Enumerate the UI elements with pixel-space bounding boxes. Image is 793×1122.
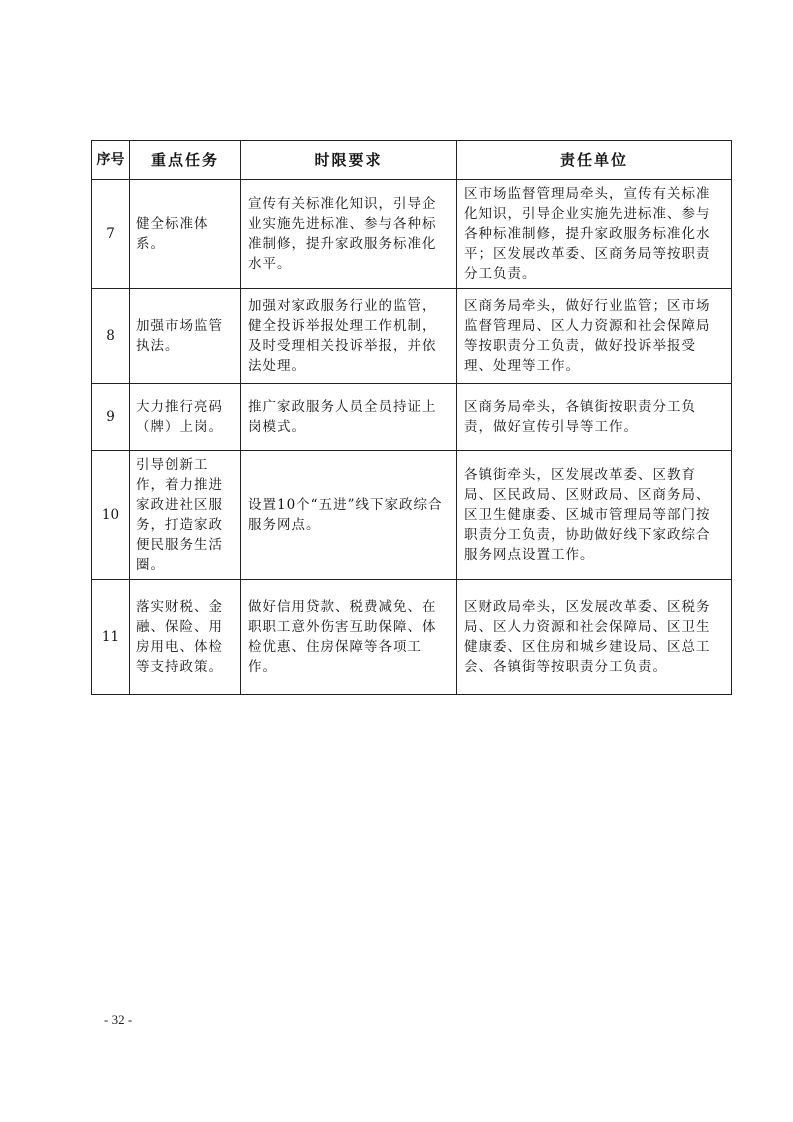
row-responsible: 区商务局牵头，各镇街按职责分工负责，做好宣传引导等工作。 bbox=[457, 384, 732, 451]
header-no: 序号 bbox=[92, 141, 130, 180]
table-row bbox=[92, 580, 732, 695]
row-task: 引导创新工作，着力推进家政进社区服务，打造家政便民服务生活圈。 bbox=[130, 451, 241, 580]
row-no: 8 bbox=[92, 289, 130, 384]
header-requirement: 时限要求 bbox=[241, 141, 457, 180]
row-task: 健全标准体系。 bbox=[130, 180, 241, 289]
row-responsible: 区财政局牵头，区发展改革委、区税务局、区人力资源和社会保障局、区卫生健康委、区住房和城乡建设局、区总工会、各镇街等按职责分工负责。 bbox=[457, 580, 732, 695]
row-requirement: 宣传有关标准化知识，引导企业实施先进标准、参与各种标准制修，提升家政服务标准化水平。 bbox=[241, 180, 457, 289]
row-requirement: 推广家政服务人员全员持证上岗模式。 bbox=[241, 384, 457, 451]
row-task: 大力推行亮码（牌）上岗。 bbox=[130, 384, 241, 451]
row-no: 7 bbox=[92, 180, 130, 289]
row-requirement: 设置10个“五进”线下家政综合服务网点。 bbox=[241, 451, 457, 580]
row-requirement: 加强对家政服务行业的监管，健全投诉举报处理工作机制，及时受理相关投诉举报，并依法处理。 bbox=[241, 289, 457, 384]
row-responsible: 区市场监督管理局牵头，宣传有关标准化知识，引导企业实施先进标准、参与各种标准制修，提升家政服务标准化水平；区发展改革委、区商务局等按职责分工负责。 bbox=[457, 180, 732, 289]
header-task: 重点任务 bbox=[130, 141, 241, 180]
row-task: 落实财税、金融、保险、用房用电、体检等支持政策。 bbox=[130, 580, 241, 695]
table-row bbox=[92, 289, 732, 384]
row-no: 9 bbox=[92, 384, 130, 451]
table-header-row bbox=[92, 141, 732, 180]
table-row bbox=[92, 384, 732, 451]
row-no: 11 bbox=[92, 580, 130, 695]
header-responsible: 责任单位 bbox=[457, 141, 732, 180]
row-responsible: 各镇街牵头，区发展改革委、区教育局、区民政局、区财政局、区商务局、区卫生健康委、区城市管理局等部门按职责分工负责，协助做好线下家政综合服务网点设置工作。 bbox=[457, 451, 732, 580]
row-responsible: 区商务局牵头，做好行业监管；区市场监督管理局、区人力资源和社会保障局等按职责分工负责，做好投诉举报受理、处理等工作。 bbox=[457, 289, 732, 384]
page-number: - 32 - bbox=[104, 1012, 133, 1027]
table-row bbox=[92, 451, 732, 580]
task-table bbox=[91, 140, 732, 695]
table-row bbox=[92, 180, 732, 289]
row-requirement: 做好信用贷款、税费减免、在职职工意外伤害互助保障、体检优惠、住房保障等各项工作。 bbox=[241, 580, 457, 695]
row-task: 加强市场监管执法。 bbox=[130, 289, 241, 384]
row-no: 10 bbox=[92, 451, 130, 580]
